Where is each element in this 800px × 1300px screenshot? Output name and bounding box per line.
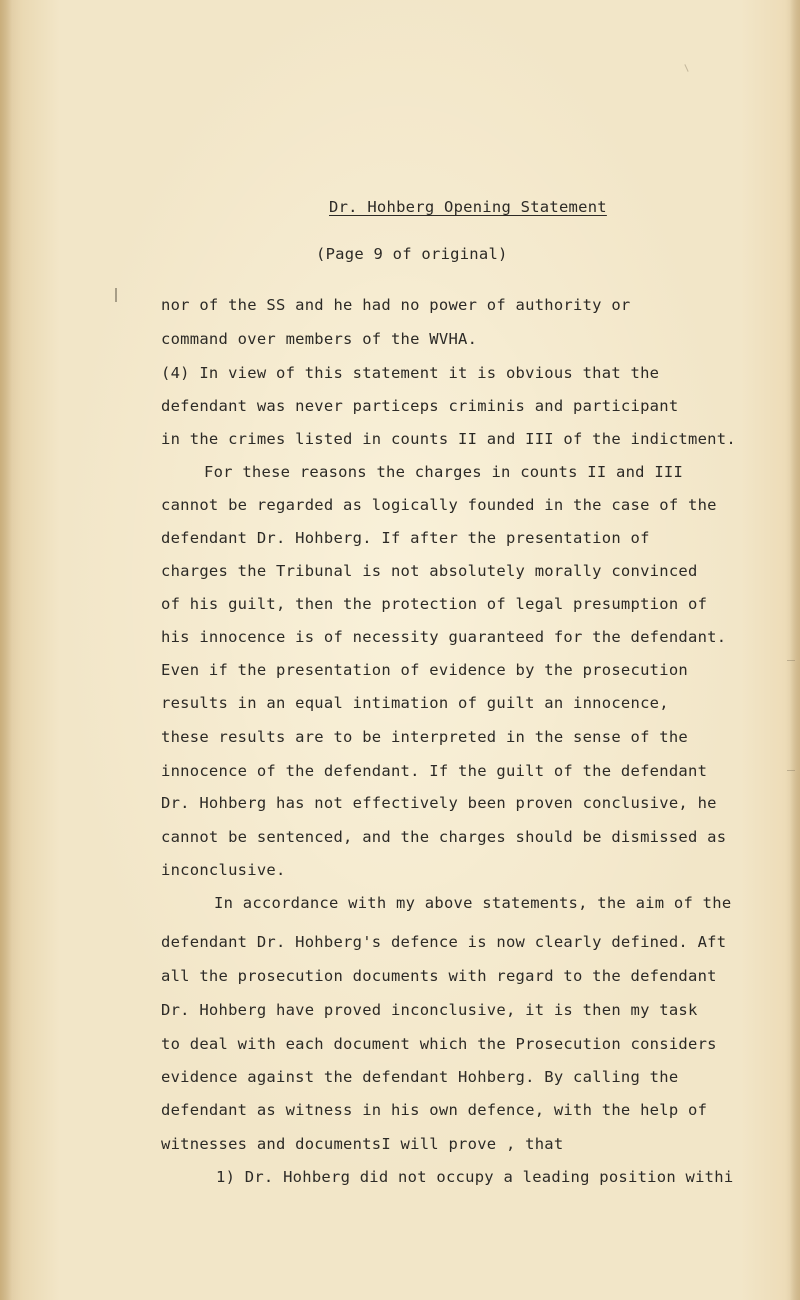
text-line: of his guilt, then the protection of legal presumption of [161,595,708,613]
text-line: inconclusive. [161,861,286,879]
paper-edge-right [790,0,800,1300]
text-line: 1) Dr. Hohberg did not occupy a leading position withi [216,1168,734,1186]
document-title: Dr. Hohberg Opening Statement [329,198,607,216]
text-line: in the crimes listed in counts II and III of the indictment. [161,430,736,448]
margin-pencil-mark [115,288,117,302]
text-line: For these reasons the charges in counts II and III [204,463,684,481]
text-line: witnesses and documentsI will prove , that [161,1135,564,1153]
text-line: cannot be regarded as logically founded in the case of the [161,496,717,514]
text-line: to deal with each document which the Prosecution considers [161,1035,717,1053]
page-reference: (Page 9 of original) [316,245,508,263]
text-line: charges the Tribunal is not absolutely morally convinced [161,562,698,580]
text-line: Dr. Hohberg have proved inconclusive, it is then my task [161,1001,698,1019]
paper-speck [684,64,688,72]
text-line: (4) In view of this statement it is obvious that the [161,364,660,382]
text-line: cannot be sentenced, and the charges should be dismissed as [161,828,727,846]
text-line: In accordance with my above statements, the aim of the [214,894,732,912]
paper-speck [787,770,795,771]
paper-edge-left [0,0,12,1300]
text-line: results in an equal intimation of guilt an innocence, [161,694,669,712]
text-line: nor of the SS and he had no power of authority or [161,296,631,314]
text-line: all the prosecution documents with regard to the defendant [161,967,717,985]
text-line: defendant Dr. Hohberg's defence is now clearly defined. Aft [161,933,727,951]
text-line: command over members of the WVHA. [161,330,478,348]
paper-speck [787,660,795,661]
text-line: these results are to be interpreted in the sense of the [161,728,688,746]
text-line: evidence against the defendant Hohberg. By calling the [161,1068,679,1086]
text-line: Dr. Hohberg has not effectively been proven conclusive, he [161,794,717,812]
text-line: innocence of the defendant. If the guilt of the defendant [161,762,708,780]
text-line: Even if the presentation of evidence by the prosecution [161,661,688,679]
text-line: defendant was never particeps criminis and participant [161,397,679,415]
text-line: his innocence is of necessity guaranteed for the defendant. [161,628,727,646]
text-line: defendant as witness in his own defence, with the help of [161,1101,708,1119]
text-line: defendant Dr. Hohberg. If after the presentation of [161,529,650,547]
